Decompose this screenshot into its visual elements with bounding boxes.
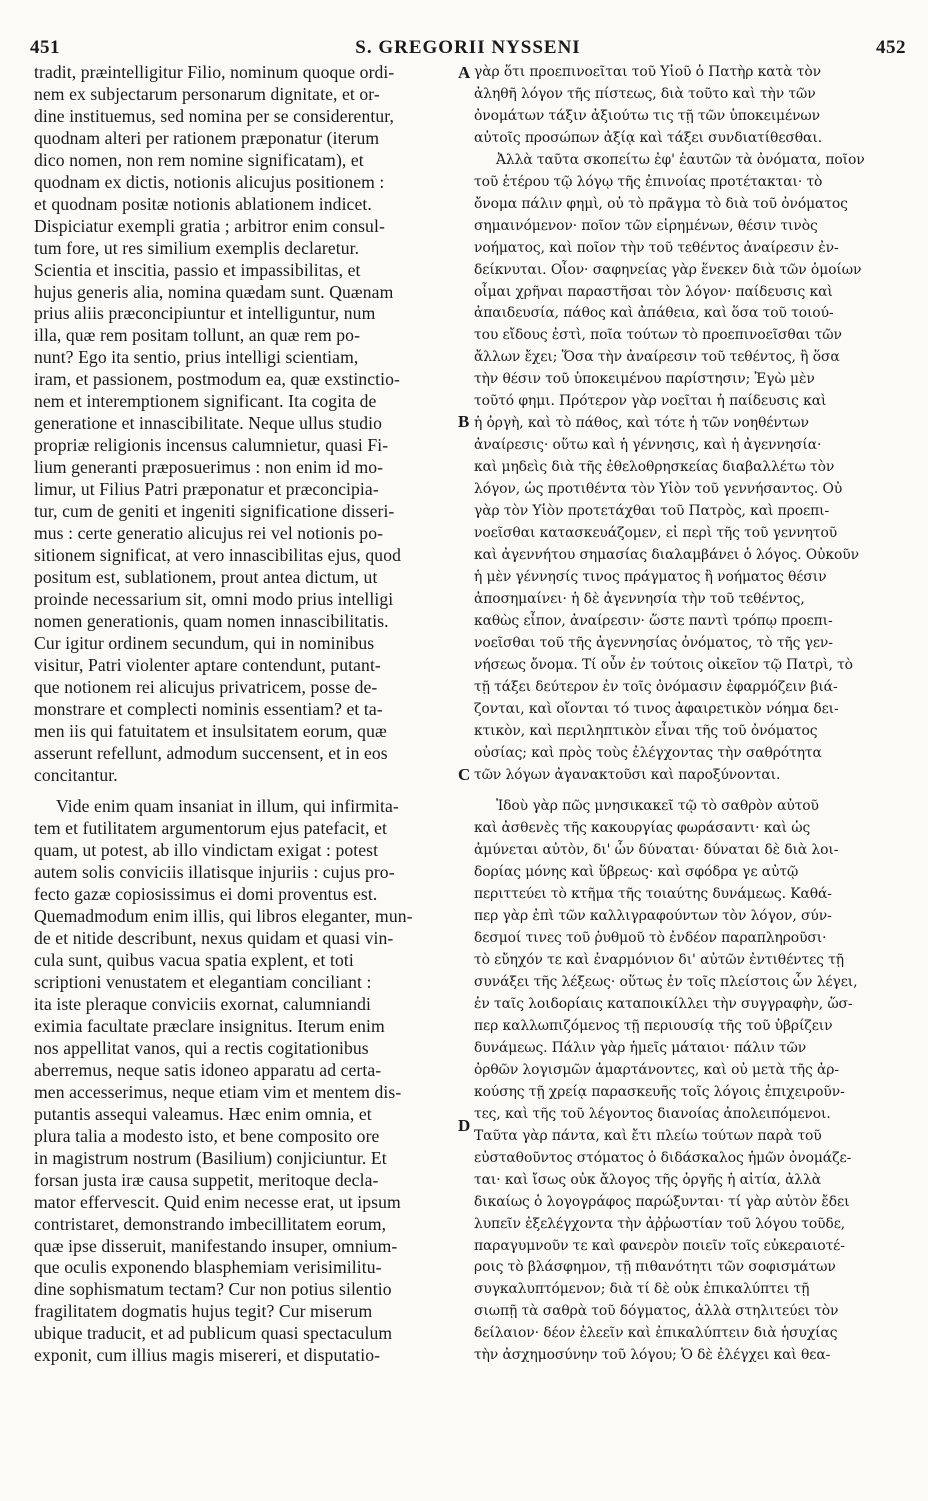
latin-line: ita iste pleraque conviciis exornat, calumniandi <box>34 994 372 1015</box>
latin-line: prius aliis præconcipiuntur et intelliguntur, num <box>34 303 376 324</box>
greek-line: νοεῖσθαι τοῦ τῆς ἀγεννησίας ὀνόματος, τὸ τῆς γεν- <box>474 634 833 651</box>
latin-line: nomen generationis, quam nomen innascibilitatis. <box>34 610 389 631</box>
latin-line: aberremus, neque satis idoneo apparatu ad certa- <box>34 1059 382 1080</box>
greek-line: τὸ εὔηχόν τε καὶ ἐναρμόνιον δι' αὐτῶν ἐντιθέντες τῇ <box>474 952 844 969</box>
latin-line: lium generanti præposuerimus : non enim id mo- <box>34 457 384 478</box>
paragraph-gap <box>474 786 910 796</box>
greek-line: ἀναίρεσις· οὕτω καὶ ἡ γέννησις, καὶ ἡ ἀγεννησία· <box>474 437 822 454</box>
latin-line: et quodnam positæ notionis ablationem indicet. <box>34 193 372 214</box>
latin-line: contristaret, demonstrando imbecillitatem eorum, <box>34 1213 387 1234</box>
greek-line: γὰρ τὸν Υἱὸν προτετάχθαι τοῦ Πατρὸς, καὶ προεπι- <box>474 503 830 520</box>
greek-line: καὶ μηδεὶς διὰ τῆς ἐθελοθρησκείας διαβαλλέτω τὸν <box>474 459 835 476</box>
latin-line: forsan justa iræ causa suppetit, meritoque decla- <box>34 1169 379 1190</box>
latin-line: concitantur. <box>34 764 118 785</box>
latin-line: quodnam alteri per rationem præponatur (iterum <box>34 127 380 148</box>
latin-line: autem solis conviciis illatisque injuriis : cujus pro- <box>34 862 395 883</box>
greek-line: παραγυμνοῦν τε καὶ φανερὸν ποιεῖν τοῖς εὐκεραιοτέ- <box>474 1237 845 1254</box>
latin-line: que oculis exponendo blasphemiam verisimilitu- <box>34 1257 382 1278</box>
section-marker-a: A <box>458 63 471 82</box>
greek-line: οἶμαι χρῆναι παραστῆσαι τὸν λόγον· παίδευσις καὶ <box>474 283 833 300</box>
greek-line: τὴν θέσιν τοῦ ὑποκειμένου παρίστησιν; Ἐγὼ μὲν <box>474 371 815 388</box>
latin-line: tem et futilitatem argumentorum ejus patefacit, et <box>34 818 388 839</box>
greek-line: ὀρθῶν λογισμῶν ἁμαρτάνοντες, καὶ οὐ μετὰ τῆς ἀρ- <box>474 1061 839 1078</box>
latin-line: Scientia et inscitia, passio et impassibilitas, et <box>34 259 361 280</box>
greek-line: νοεῖσθαι κατασκευάζομεν, εἰ περὶ τῆς τοῦ γεννητοῦ <box>474 525 838 542</box>
greek-line: δείλαιον· δέον ἐλεεῖν καὶ ἐπικαλύπτειν διὰ ἡσυχίας <box>474 1325 838 1342</box>
latin-line: Dispiciatur exempli gratia ; arbitror enim consul- <box>34 215 385 236</box>
running-header <box>30 34 906 62</box>
greek-line: ζονται, καὶ οἴονται τό τινος ἀφαιρετικὸν νόημα δει- <box>474 700 839 717</box>
greek-line: νήσεως ὄνομα. Τί οὖν ἐν τούτοις οἰκεῖον τῷ Πατρὶ, τὸ <box>474 656 853 673</box>
greek-line: Ἰδοὺ γὰρ πῶς μνησικακεῖ τῷ τὸ σαθρὸν αὐτοῦ <box>496 798 819 815</box>
greek-line: τοῦ ἑτέρου τῷ λόγῳ τῆς ἐπινοίας προτέτακται· τὸ <box>474 173 823 190</box>
greek-line: νοήματος, καὶ ποῖον τὴν τοῦ τεθέντος ἀναίρεσιν ἐν- <box>474 239 839 256</box>
latin-line: dine sophismatum tectam? Cur non potius silentio <box>34 1279 392 1300</box>
greek-line: συγκαλυπτόμενον; διὰ τί δὲ οὐκ ἐπικαλύπτει τῇ <box>474 1281 810 1298</box>
latin-line: visitur, Patri violenter aptare contendunt, putant- <box>34 654 381 675</box>
latin-line: generatione et innascibilitate. Neque ullus studio <box>34 413 382 434</box>
greek-line: συνάξει τῆς λέξεως· οὕτως ἐν τοῖς πλείστοις ὧν λέγει, <box>474 974 858 991</box>
greek-line: γὰρ ὅτι προεπινοεῖται τοῦ Υἱοῦ ὁ Πατὴρ κατὰ τὸν <box>474 64 821 80</box>
latin-line: exponit, cum illius magis misereri, et disputatio- <box>34 1345 381 1366</box>
greek-line: λυπεῖν ἐξελέγχοντα τὴν ἀῤῥωστίαν τοῦ λόγου τοῦδε, <box>474 1215 846 1232</box>
latin-line: scriptioni venustatem et elegantiam conciliant : <box>34 972 372 993</box>
latin-line: men accesserimus, neque etiam vim et mentem dis- <box>34 1081 402 1102</box>
greek-line: αὐτοῖς προσώπων ἀξίᾳ καὶ τάξει συνδιατίθεσθαι. <box>474 129 823 146</box>
greek-line: ἐν ταῖς λοιδορίαις καταποικίλλει τὴν συγγραφὴν, ὥσ- <box>474 996 853 1013</box>
greek-line: τῇ τάξει δεύτερον ἐν τοῖς ὀνόμασιν ἐφαρμόζειν βιά- <box>474 678 838 695</box>
latin-line: cula sunt, quibus vacua spatia explent, et toti <box>34 950 354 971</box>
latin-line: sitionem significat, at vero innascibilitas ejus, quod <box>34 544 401 565</box>
latin-line: ubique traducit, et ad publicum quasi spectaculum <box>34 1323 393 1344</box>
greek-line: καὶ ἀσθενὲς τῆς κακουργίας φωράσαντι· καὶ ὡς <box>474 820 811 837</box>
latin-column <box>34 62 456 1367</box>
greek-line: ται· καὶ ἴσως οὐκ ἄλογος τῆς ὀργῆς ἡ αἰτία, ἀλλὰ <box>474 1171 822 1188</box>
latin-line: que notionem rei alicujus privatricem, posse de- <box>34 676 378 697</box>
greek-line: τες, καὶ τῆς τοῦ λέγοντος διανοίας ἀπολειπόμενοι. <box>474 1105 831 1122</box>
greek-line: περιττεύει τὸ κτῆμα τῆς τοιαύτης δυνάμεως. Καθά- <box>474 886 832 903</box>
latin-line: quam, ut potest, ab illo vindictam exigat : potest <box>34 840 379 861</box>
latin-line: tradit, præintelligitur Filio, nominum quoque ordi- <box>34 62 395 82</box>
latin-line: plura talia a modesto isto, et bene composito ore <box>34 1125 380 1146</box>
latin-line: mator effervescit. Quid enim necesse erat, ut ipsum <box>34 1191 401 1212</box>
greek-line: σημαινόμενον· ποῖον τῶν εἰρημένων, θέσιν τινὸς <box>474 217 818 234</box>
latin-line: putantis assequi valeamus. Hæc enim omnia, et <box>34 1103 372 1124</box>
latin-line: fragilitatem dogmatis hujus tegit? Cur miserum <box>34 1301 373 1322</box>
latin-line: monstrare et complecti nominis essentiam? et ta- <box>34 698 383 719</box>
latin-line: mus : certe generatio alicujus rei vel notionis po- <box>34 523 384 544</box>
latin-line: limur, ut Filius Patri præponatur et præconcipia- <box>34 479 379 500</box>
latin-line: tum fore, ut res similium exemplis declaretur. <box>34 237 360 258</box>
latin-line: illa, quæ rem positam tollunt, an quæ rem po- <box>34 325 361 346</box>
latin-line: propriæ religionis incensus calumnietur, quasi Fi- <box>34 435 389 456</box>
greek-line: τὴν ἀσχημοσύνην τοῦ λόγου; Ὁ δὲ ἐλέγχει καὶ θεα- <box>474 1347 831 1364</box>
section-marker-b: B <box>458 412 470 431</box>
latin-line: dico nomen, non rem nomine significatam), et <box>34 149 364 170</box>
greek-line: περ γὰρ ἐπὶ τῶν καλλιγραφούντων τὸν λόγον, σύν- <box>474 908 832 925</box>
latin-line: quodnam ex dictis, notionis alicujus positionem : <box>34 171 385 192</box>
latin-line: Quemadmodum enim illis, qui libros eleganter, mun- <box>34 906 413 927</box>
page-number-left: 451 <box>30 37 60 58</box>
greek-line: ὄνομα πάλιν φημὶ, οὐ τὸ πρᾶγμα τὸ διὰ τοῦ ὀνόματος <box>474 195 848 212</box>
latin-line: in magistrum nostrum (Basilium) conjiciuntur. Et <box>34 1147 387 1168</box>
greek-line: Ταῦτα γὰρ πάντα, καὶ ἔτι πλείω τούτων παρὰ τοῦ <box>474 1127 822 1144</box>
latin-line: fecto gazæ copiosissimus ei domi proventus est. <box>34 884 378 905</box>
greek-line: οὐσίας; καὶ πρὸς τοὺς ἐλέγχοντας τὴν σαθρότητα <box>474 744 822 761</box>
paragraph-gap <box>34 786 456 796</box>
greek-column <box>474 62 910 1367</box>
greek-line: δορίας μόνης καὶ ὕβρεως· καὶ σφόδρα γε αὐτῷ <box>474 864 799 881</box>
running-title: S. GREGORII NYSSENI <box>355 37 581 58</box>
latin-line: nem et interemptionem significant. Ita cogita de <box>34 391 377 412</box>
latin-line: positum est, sublationem, prout antea dictum, ut <box>34 566 378 587</box>
greek-line: ἄλλων ἔχει; Ὅσα τὴν ἀναίρεσιν τοῦ τεθέντος, ἢ ὅσα <box>474 349 840 366</box>
greek-line: τοῦτό φημι. Πρότερον γὰρ νοεῖται ἡ παίδευσις καὶ <box>474 393 827 410</box>
latin-line: proinde necessarium sit, omni modo prius intelligi <box>34 588 394 609</box>
latin-line: eximia facultate præclare insignitus. Iterum enim <box>34 1015 385 1036</box>
greek-line: σιωπῇ τὰ σαθρὰ τοῦ δόγματος, ἀλλὰ στηλιτεύει τὸν <box>474 1303 839 1320</box>
greek-line: τῶν λόγων ἀγανακτοῦσι καὶ παροξύνονται. <box>474 766 781 783</box>
latin-line: nem ex subjectarum personarum dignitate, et or- <box>34 83 380 104</box>
greek-line: λόγον, ὡς προτιθέντα τὸν Υἱὸν τοῦ γεννήσαντος. Οὐ <box>474 481 843 498</box>
latin-line: de et nitide describunt, nexus quidam et quasi vin- <box>34 928 394 949</box>
greek-line: ὀνομάτων τάξιν ἀξιούτω τις τῇ τῶν ὑποκειμένων <box>474 107 821 124</box>
greek-line: ἀμύνεται αὐτὸν, δι' ὧν δύναται· δύναται δὲ διὰ λοι- <box>474 842 839 859</box>
greek-line: δικαίως ὁ λογογράφος παρώξυνται· τί γὰρ αὐτὸν ἔδει <box>474 1193 850 1210</box>
greek-line: κτικὸν, καὶ περιληπτικὸν εἶναι τῆς τοῦ ὀνόματος <box>474 722 818 739</box>
greek-line: δυνάμεως. Πάλιν γὰρ ἡμεῖς μάταιοι· πάλιν τῶν <box>474 1039 807 1056</box>
greek-line: καθὼς εἶπον, ἀναίρεσιν· ὥστε παντὶ τρόπῳ προεπι- <box>474 612 833 629</box>
greek-line: ἡ μὲν γέννησίς τινος πράγματος ἢ νοήματος θέσιν <box>474 568 827 585</box>
latin-line: Cur igitur ordinem secundum, qui in nominibus <box>34 632 375 653</box>
greek-line: ἀποσημαίνει· ἡ δὲ ἀγεννησία τὴν τοῦ τεθέντος, <box>474 590 805 607</box>
latin-line: quæ ipse disseruit, manifestando insuper, omnium- <box>34 1235 398 1256</box>
latin-line: Vide enim quam insaniat in illum, qui infirmita- <box>56 796 399 817</box>
section-marker-c: C <box>458 765 471 784</box>
greek-line: περ καλλωπιζόμενος τῇ περιουσίᾳ τῆς τοῦ ὑβρίζειν <box>474 1017 833 1034</box>
latin-line: tur, cum de geniti et ingeniti significatione disseri- <box>34 501 395 522</box>
greek-line: εὐσταθοῦντος στόματος ὁ διδάσκαλος ἡμῶν ὀνομάζε- <box>474 1149 852 1166</box>
greek-line: του εἴδους ἐστὶ, ποῖα τούτων τὸ προεπινοεῖσθαι τῶν <box>474 327 842 344</box>
greek-line: καὶ ἀγεννήτου σημασίας διαλαμβάνει ὁ λόγος. Οὐκοῦν <box>474 546 859 563</box>
latin-line: men iis qui fatuitatem et insulsitatem eorum, quæ <box>34 720 387 741</box>
latin-line: dine instituemus, sed nomina per se considerentur, <box>34 105 395 126</box>
greek-line: ἡ ὀργὴ, καὶ τὸ πάθος, καὶ τότε ἡ τῶν νοηθέντων <box>474 415 809 432</box>
latin-line: hujus generis alia, nomina quædam sunt. Quænam <box>34 281 394 302</box>
greek-line: Ἀλλὰ ταῦτα σκοπείτω ἐφ' ἑαυτῶν τὰ ὀνόματα, ποῖον <box>496 151 865 168</box>
page-number-right: 452 <box>875 37 906 58</box>
latin-line: nunt? Ego ita sentio, prius intelligi scientiam, <box>34 347 359 368</box>
latin-line: asserunt refellunt, admodum succensent, et in eos <box>34 742 388 763</box>
greek-line: ἀπαιδευσία, πάθος καὶ ἀπάθεια, καὶ ὅσα τοῦ τοιού- <box>474 305 834 322</box>
greek-line: κούσης τῇ χρείᾳ παρασκευῆς τοῖς λόγοις ἐπιχειροῦν- <box>474 1083 845 1100</box>
latin-line: nos appellitat vanos, qui a rectis cogitationibus <box>34 1037 369 1058</box>
greek-line: δεσμοί τινες τοῦ ῥυθμοῦ τὸ ἐνδέον παραπληροῦσι· <box>474 930 827 947</box>
greek-line: ἀληθῆ λόγον τῆς πίστεως, διὰ τοῦτο καὶ τὴν τῶν <box>474 85 816 102</box>
greek-line: ροις τὸ βλάσφημον, τῇ πιθανότητι τῶν σοφισμάτων <box>474 1259 836 1276</box>
latin-line: iram, et passionem, postmodum ea, quæ exstinctio- <box>34 369 401 390</box>
section-marker-d: D <box>458 1116 471 1135</box>
greek-line: δείκνυται. Οἷον· σαφηνείας γὰρ ἕνεκεν διὰ τῶν ὁμοίων <box>474 261 862 278</box>
